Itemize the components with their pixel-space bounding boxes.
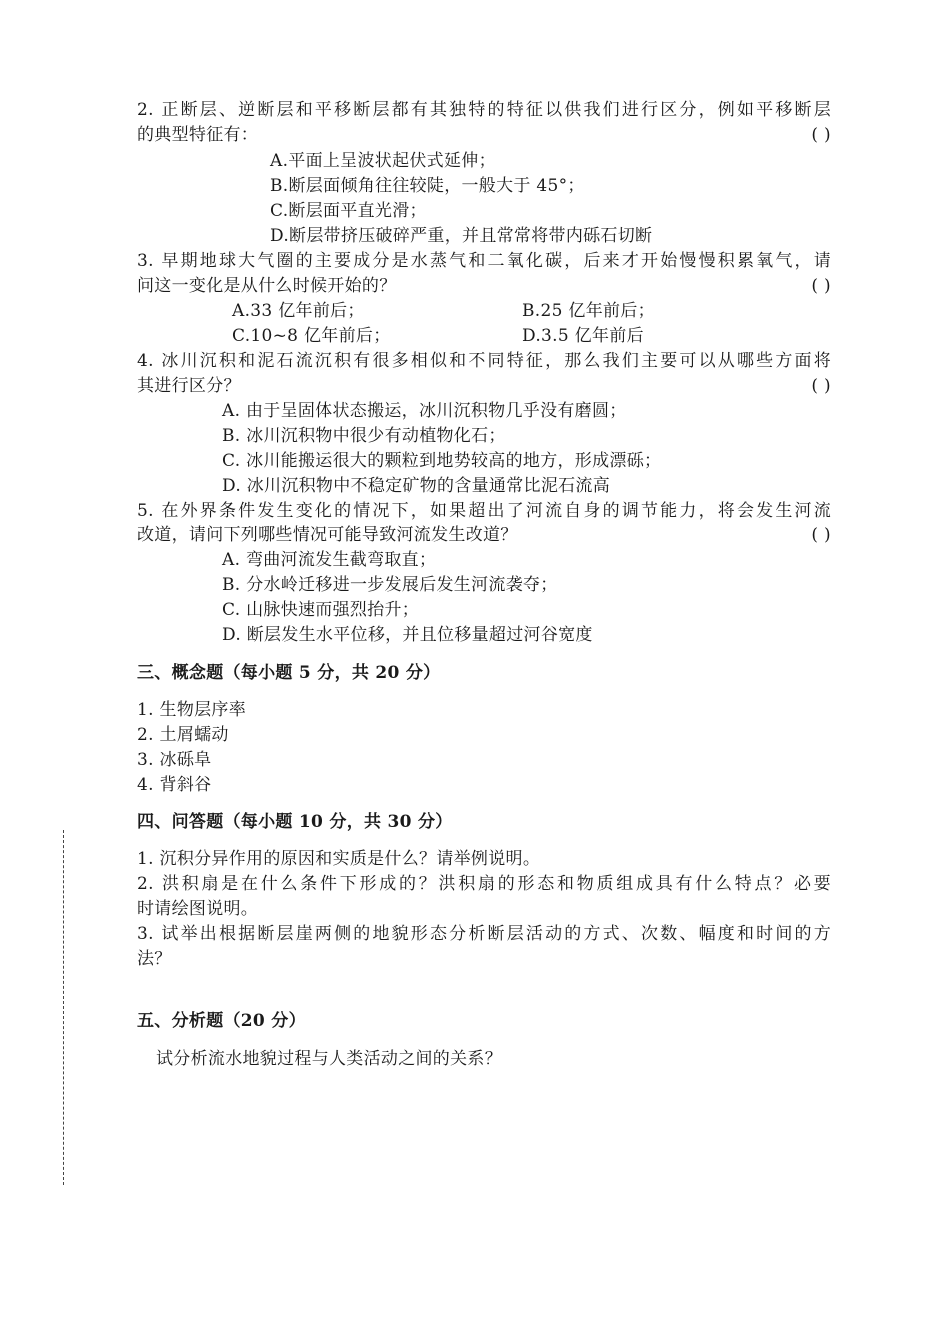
q2-option-d: D.断层带挤压破碎严重，并且常常将带内砾石切断	[270, 226, 653, 246]
q5-stem-line2	[137, 523, 831, 547]
q5-option-b: B. 分水岭迁移进一步发展后发生河流袭夺；	[222, 575, 558, 595]
q4-option-c: C. 冰川能搬运很大的颗粒到地势较高的地方，形成漂砾；	[222, 451, 662, 471]
q4-option-b: B. 冰川沉积物中很少有动植物化石；	[222, 426, 506, 446]
q4-option-a: A. 由于呈固体状态搬运，冰川沉积物几乎没有磨圆；	[222, 401, 627, 421]
section4-q3-line1: 3. 试举出根据断层崖两侧的地貌形态分析断层活动的方式、次数、幅度和时间的方	[137, 924, 831, 944]
q2-stem-line2	[137, 123, 831, 147]
section3-item-4: 4. 背斜谷	[137, 775, 212, 795]
q2-stem-text: 的典型特征有：	[137, 125, 259, 145]
q5-option-a: A. 弯曲河流发生截弯取直；	[222, 550, 437, 570]
q3-stem-line1: 3. 早期地球大气圈的主要成分是水蒸气和二氧化碳，后来才开始慢慢积累氧气，请	[137, 251, 831, 271]
q5-stem-text: 改道，请问下列哪些情况可能导致河流发生改道？	[137, 525, 518, 545]
q3-stem-line2	[137, 274, 831, 298]
q3-stem-text: 问这一变化是从什么时候开始的？	[137, 276, 397, 296]
q3-option-a: A.33 亿年前后；	[232, 301, 365, 321]
section4-q1: 1. 沉积分异作用的原因和实质是什么？请举例说明。	[137, 849, 541, 869]
section3-item-2: 2. 土屑蠕动	[137, 725, 229, 745]
q3-option-d: D.3.5 亿年前后	[522, 326, 644, 346]
q4-option-d: D. 冰川沉积物中不稳定矿物的含量通常比泥石流高	[222, 476, 611, 496]
q3-option-c: C.10~8 亿年前后；	[232, 326, 391, 346]
section5-question: 试分析流水地貌过程与人类活动之间的关系？	[156, 1049, 502, 1069]
q4-stem-line1: 4. 冰川沉积和泥石流沉积有很多相似和不同特征，那么我们主要可以从哪些方面将	[137, 351, 831, 371]
section5-title: 五、分析题（20 分）	[137, 1011, 306, 1031]
q4-stem-text: 其进行区分？	[137, 376, 241, 396]
q2-option-b: B.断层面倾角往往较陡，一般大于 45°；	[270, 176, 585, 196]
binding-dashed-line	[63, 830, 64, 1185]
q3-answer-blank: ( )	[811, 276, 831, 296]
q4-stem-line2	[137, 374, 831, 398]
section4-q2-line2: 时请绘图说明。	[137, 899, 259, 919]
section3-item-3: 3. 冰砾阜	[137, 750, 212, 770]
q5-option-d: D. 断层发生水平位移，并且位移量超过河谷宽度	[222, 625, 593, 645]
section3-title: 三、概念题（每小题 5 分，共 20 分）	[137, 663, 441, 683]
section4-title: 四、问答题（每小题 10 分，共 30 分）	[137, 812, 453, 832]
q4-answer-blank: ( )	[811, 376, 831, 396]
q2-option-c: C.断层面平直光滑；	[270, 201, 427, 221]
section3-item-1: 1. 生物层序率	[137, 700, 247, 720]
section4-q2-line1: 2. 洪积扇是在什么条件下形成的？洪积扇的形态和物质组成具有什么特点？必要	[137, 874, 831, 894]
q5-stem-line1: 5. 在外界条件发生变化的情况下，如果超出了河流自身的调节能力，将会发生河流	[137, 501, 831, 521]
q2-answer-blank: ( )	[811, 125, 831, 145]
q5-answer-blank: ( )	[811, 525, 831, 545]
section4-q3-line2: 法？	[137, 949, 172, 969]
q2-stem-line1: 2. 正断层、逆断层和平移断层都有其独特的特征以供我们进行区分，例如平移断层	[137, 100, 831, 120]
q5-option-c: C. 山脉快速而强烈抬升；	[222, 600, 420, 620]
q2-option-a: A.平面上呈波状起伏式延伸；	[270, 151, 496, 171]
q3-option-b: B.25 亿年前后；	[522, 301, 655, 321]
